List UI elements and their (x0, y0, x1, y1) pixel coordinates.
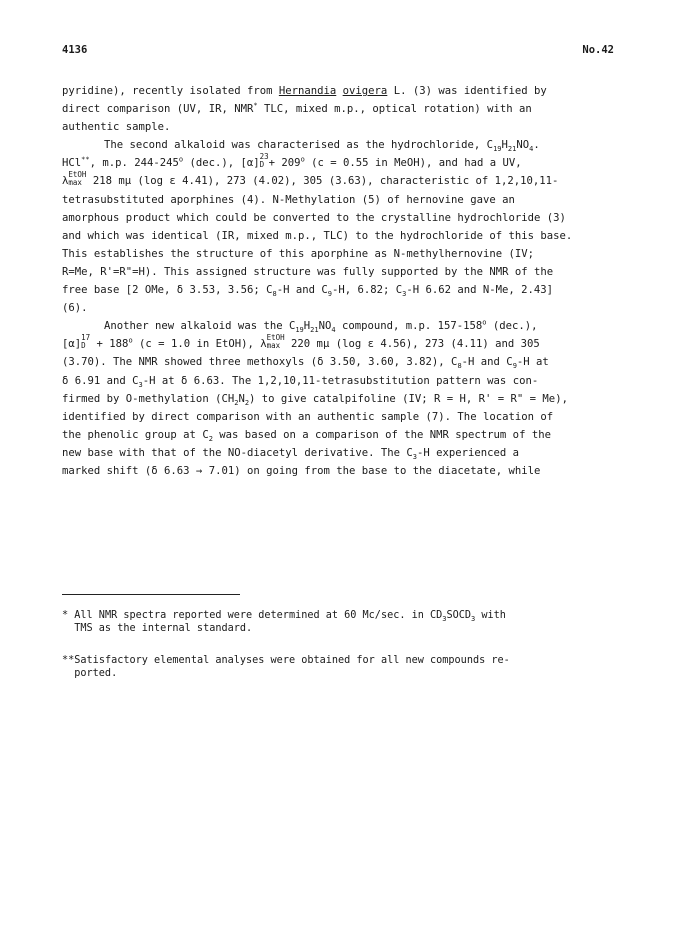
body-line: (6). (62, 302, 88, 315)
body-line: and which was identical (IR, mixed m.p., TLC) to the hydrochloride of this base. (62, 229, 573, 242)
body-line: authentic sample. (62, 121, 171, 134)
body-line: identified by direct comparison with an authentic sample (7). The location of (62, 410, 554, 423)
body-line: δ 6.91 and $C_3-H$ at δ 6.63. The 1,2,10,11-tetrasubstitution pattern was con- (62, 374, 539, 389)
body-line: HCl**, m.p. 244-245$^o$ (dec.), [α] 23 D + $209^o$ (c = 0.55 in MeOH), and had a UV, (62, 152, 522, 170)
body-line: This establishes the structure of this aporphine as N-methylhernovine (IV; (62, 247, 534, 260)
body-line: pyridine), recently isolated from Hernandia ovigera L. (3) was identified by (62, 85, 547, 97)
body-line: [α] 17 D + $188^o$ (c = 1.0 in EtOH), λ EtOH max 220 mμ (log ε 4.56), 273 (4.11) and 305 (62, 333, 540, 351)
footnote-marker: ** (81, 155, 90, 164)
body-line: marked shift (δ 6.63 → 7.01) on going from the base to the diacetate, while (62, 464, 541, 477)
species-name: ovigera (342, 85, 388, 97)
body-line: The second alkaloid was characterised as the hydrochloride, $C_{19}H_{21}NO_4$. (104, 139, 540, 154)
body-line: (3.70). The NMR showed three methoxyls (δ 3.50, 3.60, 3.82), $C_8-H$ and $C_9-H$ at (62, 356, 549, 371)
page-number: 4136 (62, 44, 88, 56)
body-line: new base with that of the NO-diacetyl derivative. The $C_3-H$ experienced a (62, 446, 520, 461)
genus-name: Hernandia (278, 85, 337, 97)
body-line: direct comparison (UV, IR, NMR* TLC, mixed m.p., optical rotation) with an (62, 101, 532, 116)
body-line: free base [2 OMe, δ 3.53, 3.56; $C_8-H$ and $C_9-H$, 6.82; $C_3-H$ 6.62 and N-Me, 2.43] (62, 284, 554, 299)
body-line: λ EtOH max 218 mμ (log ε 4.41), 273 (4.02), 305 (3.63), characteristic of 1,2,10,11- (62, 170, 559, 188)
body-line: Another new alkaloid was the $C_{19}H_{21}NO_4$ compound, m.p. 157-158$^o$ (dec.), (104, 318, 538, 335)
issue-number: No.42 (582, 44, 614, 56)
footnote-divider (62, 594, 240, 595)
body-line: R=Me, R'=R"=H). This assigned structure was fully supported by the NMR of the (62, 265, 554, 278)
body-line: firmed by O-methylation $(CH_2N_2)$ to give catalpifoline (IV; R = H, R' = R" = Me), (62, 392, 568, 407)
footnote-marker: * (253, 101, 258, 110)
body-line: the phenolic group at $C_2$ was based on a comparison of the NMR spectrum of the (62, 428, 551, 443)
article-body (62, 82, 622, 480)
body-line: tetrasubstituted aporphines (4). N-Methylation (5) of hernovine gave an (62, 193, 515, 206)
footnote-2: **Satisfactory elemental analyses were obtained for all new compounds re- ported. (62, 655, 510, 679)
footnote-1: * All NMR spectra reported were determined at 60 Mc/sec. in $CD_3SOCD_3$ with TMS as the internal standard. (62, 610, 506, 634)
body-line: amorphous product which could be converted to the crystalline hydrochloride (3) (62, 211, 566, 224)
